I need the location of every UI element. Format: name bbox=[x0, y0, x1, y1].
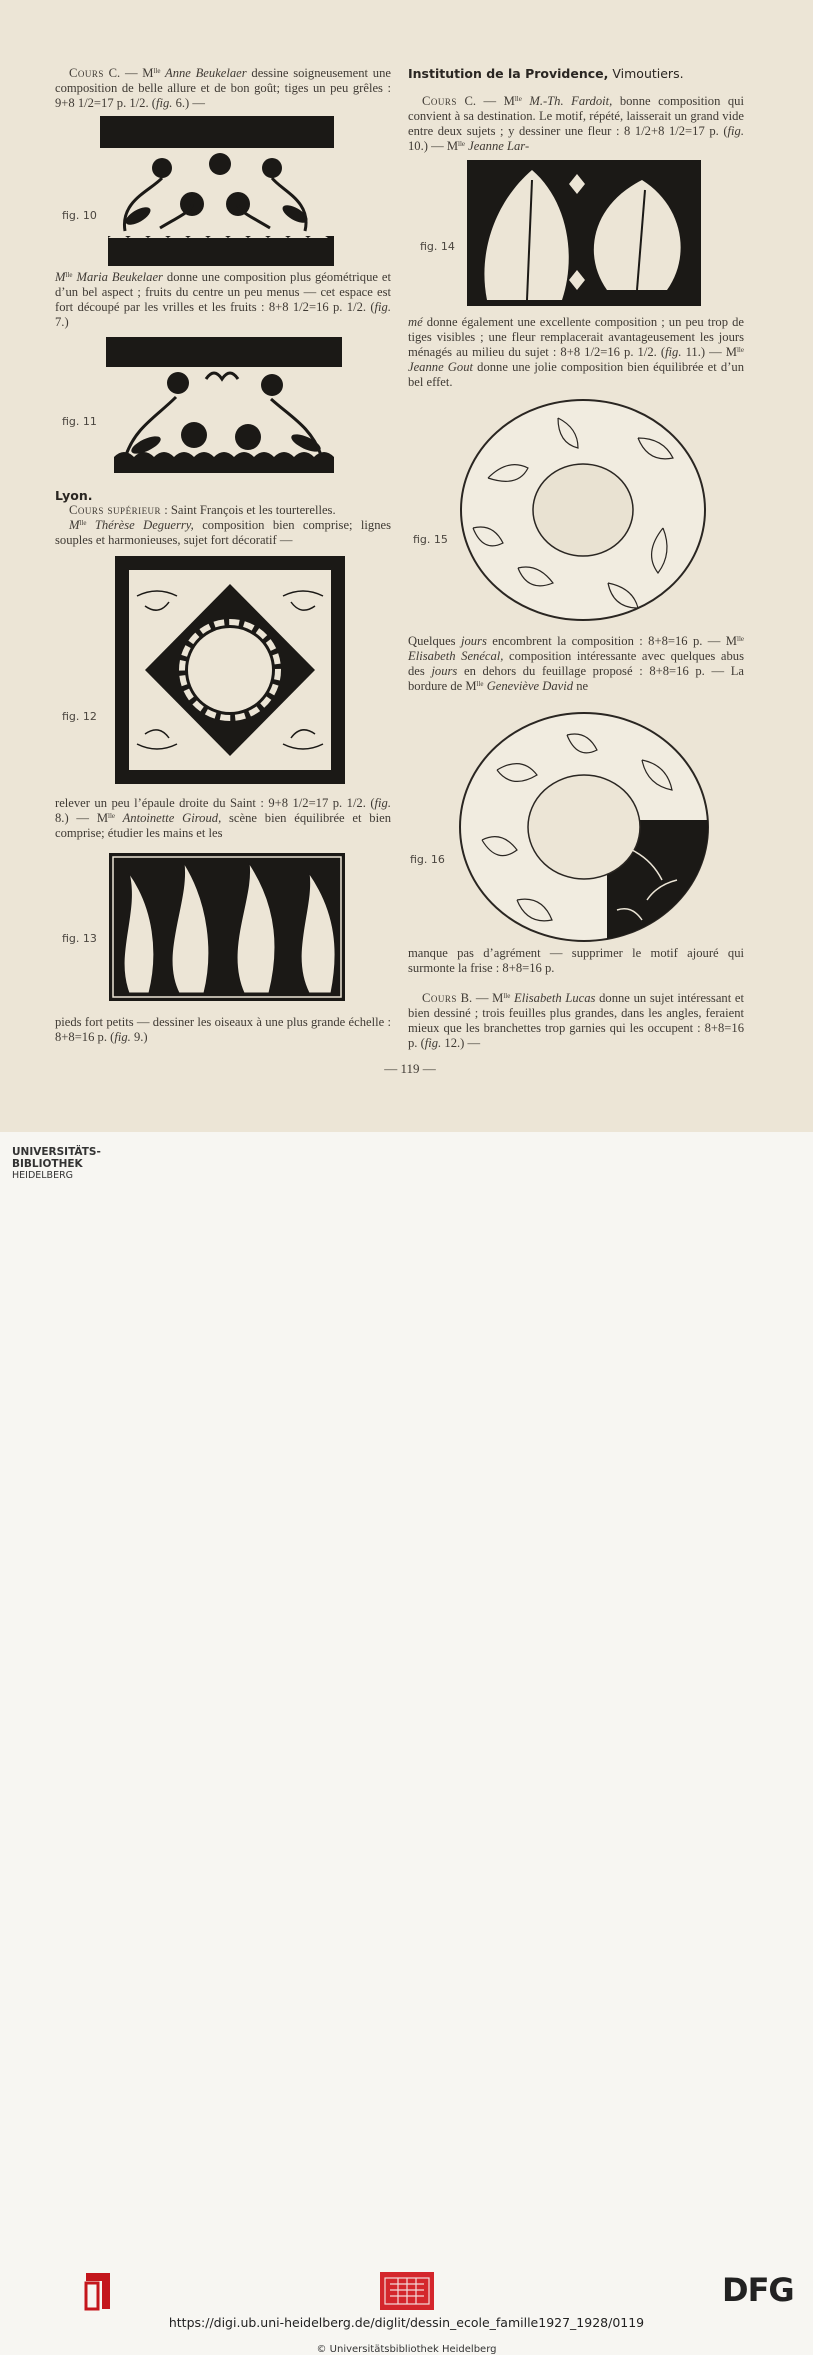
fig-14-label: fig. 14 bbox=[420, 240, 455, 253]
figure-13-leaf-panel-illustration bbox=[109, 853, 345, 1001]
copyright-notice: © Universitätsbibliothek Heidelberg bbox=[316, 2344, 497, 2355]
left-para-6: pieds fort petits — dessiner les oiseaux à une plus grande échelle : 8+8=16 p. (fig. 9.) bbox=[55, 1015, 391, 1044]
left-para-1: Cours C. — $M^{lle}$ Anne Beukelaer dessine soigneusement une composition de belle allure et de bon goût; tiges un peu grêles : 9+8 1/2=17 p. 1/2. (fig. 6.) — bbox=[55, 66, 391, 110]
right-para-2: mé donne également une excellente composition ; un peu trop de tiges visibles ; une fleur remplacerait avantageusement les jours ménagés au milieu du sujet : 8+8 1/2=16 p. 1/2. (fig. 11.) — $M^{lle}$ Jeanne Gout donne une jolie composition bien équilibrée et d’un bel effet. bbox=[408, 315, 744, 389]
left-para-5: relever un peu l’épaule droite du Saint : 9+8 1/2=17 p. 1/2. (fig. 8.) — $M^{lle}$ Antoinette Giroud, scène bien équilibrée et bien comprise; étudier les mains et les bbox=[55, 796, 391, 840]
fig-16-label: fig. 16 bbox=[410, 853, 445, 866]
source-url-link[interactable]: https://digi.ub.uni-heidelberg.de/diglit/dessin_ecole_famille1927_1928/0119 bbox=[168, 2315, 645, 2330]
figure-11-frieze-illustration bbox=[106, 337, 342, 473]
figure-15-round-plate-illustration bbox=[458, 398, 708, 622]
figure-10-frieze-illustration bbox=[100, 116, 334, 266]
providence-heading: Institution de la Providence, Vimoutiers. bbox=[408, 66, 684, 81]
fig-15-label: fig. 15 bbox=[413, 533, 448, 546]
right-para-4: manque pas d’agrément — supprimer le motif ajouré qui surmonte la frise : 8+8=16 p. bbox=[408, 946, 744, 975]
figure-12-square-illustration bbox=[115, 556, 345, 784]
fig-10-label: fig. 10 bbox=[62, 209, 97, 222]
figure-14-leaf-panel-illustration bbox=[467, 160, 701, 306]
university-name: UNIVERSITÄTS- BIBLIOTHEK HEIDELBERG bbox=[12, 1146, 101, 1181]
dfg-logo-text: DFG bbox=[722, 2271, 794, 2309]
right-para-1: Cours C. — $M^{lle}$ M.-Th. Fardoit, bonne composition qui convient à sa destination. Le motif, répété, laisserait un grand vide entre deux sujets ; y dessiner une fleur : 8 1/2+8 1/2=17 p. (fig. 10.) — $M^{lle}$ Jeanne Lar- bbox=[408, 94, 744, 153]
figure-16-round-border-illustration bbox=[457, 710, 711, 944]
university-logo-icon bbox=[82, 2269, 114, 2313]
viewer-footer bbox=[0, 1132, 813, 2355]
fig-12-label: fig. 12 bbox=[62, 710, 97, 723]
right-para-3: Quelques jours encombrent la composition : 8+8=16 p. — $M^{lle}$ Elisabeth Senécal, composition intéressante avec quelques abus des jours en dehors du feuillage proposé : 8+8=16 p. — La bordure de $M^{lle}$ Geneviève David ne bbox=[408, 634, 745, 693]
page-number: — 119 — bbox=[384, 1061, 436, 1076]
right-para-5: Cours B. — $M^{lle}$ Elisabeth Lucas donne un sujet intéressant et bien dessiné ; trois feuilles plus grandes, dans les angles, feraient mieux que les branchettes trop garnies qui les occupent : 8+8=16 p. (fig. 12.) — bbox=[408, 991, 744, 1050]
fig-13-label: fig. 13 bbox=[62, 932, 97, 945]
left-para-3: Cours supérieur : Saint François et les tourterelles. $M^{lle}$ Thérèse Deguerry, composition bien comprise; lignes souples et harmonieuses, sujet fort décoratif — bbox=[55, 503, 391, 547]
fig-11-label: fig. 11 bbox=[62, 415, 97, 428]
scanned-page bbox=[0, 0, 813, 1132]
left-para-2: $M^{lle}$ Maria Beukelaer donne une composition plus géométrique et d’un bel aspect ; fruits du centre un peu menus — cet espace est fort découpé par les vrilles et les fruits : 8+8 1/2=16 p. 1/2. (fig. 7.) bbox=[55, 270, 392, 329]
lyon-heading: Lyon. bbox=[55, 488, 93, 503]
digitization-badge-icon bbox=[380, 2272, 434, 2310]
